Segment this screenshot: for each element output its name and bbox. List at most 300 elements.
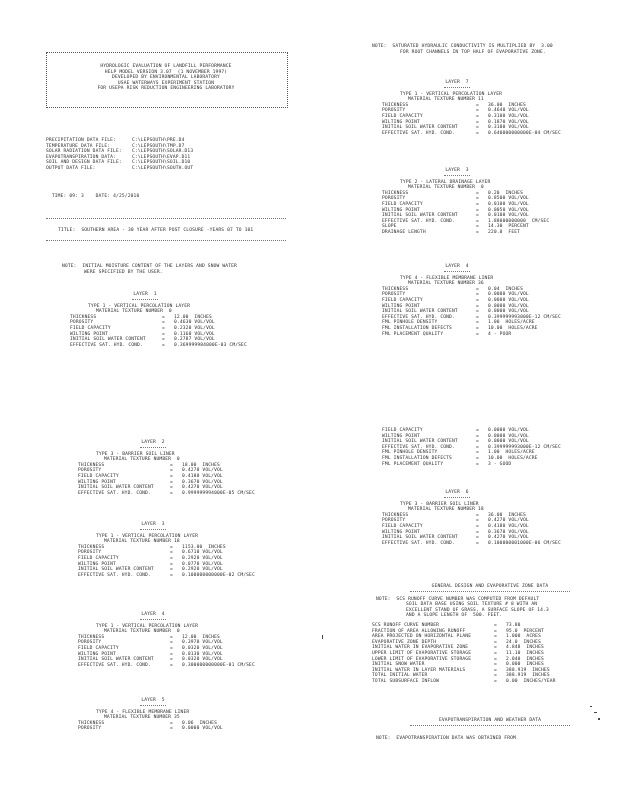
- property-label: EFFECTIVE SAT. HYD. COND.: [382, 444, 455, 450]
- property-equals: =: [476, 102, 479, 108]
- layer-heading: LAYER 2: [141, 440, 165, 445]
- property-value: 0.04 INCHES: [488, 286, 523, 292]
- run-timestamp: [46, 188, 139, 199]
- property-equals: =: [476, 113, 479, 119]
- property-equals: =: [170, 645, 173, 651]
- property-equals: =: [494, 667, 497, 673]
- layer-texture: MATERIAL TEXTURE NUMBER 18: [104, 539, 180, 545]
- layer-heading: LAYER 4: [445, 264, 469, 269]
- property-label: INITIAL SOIL WATER CONTENT: [382, 213, 458, 219]
- property-equals: =: [170, 473, 173, 479]
- layer-block-left-1: [70, 292, 300, 348]
- property-equals: =: [476, 518, 479, 524]
- property-equals: =: [476, 461, 479, 467]
- property-value: 0.00 INCHES/YEAR: [506, 678, 556, 684]
- property-equals: =: [170, 490, 173, 496]
- note-initial-moisture-1: NOTE: INITIAL MOISTURE CONTENT OF THE LAYERS AND SNOW WATER: [62, 264, 237, 269]
- header-line: USAE WATERWAYS EXPERIMENT STATION: [117, 80, 215, 86]
- general-note-line: AND A SLOPE LENGTH OF 500. FEET.: [406, 613, 503, 619]
- property-label: LOWER LIMIT OF EVAPORATIVE STORAGE: [372, 656, 472, 662]
- property-value: 0.4270 VOL/VOL: [182, 485, 223, 491]
- layer-heading-underline: [140, 619, 166, 620]
- property-value: 3 - GOOD: [488, 461, 512, 467]
- property-value: 0.1160 VOL/VOL: [174, 331, 215, 337]
- layer-continuation: [382, 428, 602, 467]
- scan-speck: [594, 712, 597, 713]
- property-label: FIELD CAPACITY: [382, 428, 423, 433]
- layer-texture: MATERIAL TEXTURE NUMBER 0: [96, 309, 172, 315]
- general-note-line: EXCELLENT STAND OF GRASS, A SURFACE SLOPE OF 14.3: [406, 607, 549, 613]
- property-label: INITIAL SOIL WATER CONTENT: [78, 485, 154, 491]
- property-label: FIELD CAPACITY: [382, 113, 423, 119]
- property-label: POROSITY: [382, 196, 406, 202]
- property-value: 0.4270 VOL/VOL: [182, 468, 223, 474]
- file-path: C:\LEPSOUTH\SOLAR.D13: [132, 149, 194, 155]
- property-label: THICKNESS: [382, 190, 409, 196]
- property-value: 0.0320 VOL/VOL: [182, 645, 223, 651]
- property-label: INITIAL WATER IN LAYER MATERIALS: [372, 667, 466, 673]
- property-equals: =: [476, 331, 479, 337]
- property-equals: =: [170, 657, 173, 663]
- property-equals: =: [476, 428, 479, 433]
- property-label: FIELD CAPACITY: [382, 297, 423, 303]
- general-note-line: SOIL DATA BASE USING SOIL TEXTURE # 8 WITH AN: [406, 602, 538, 608]
- property-value: 0.640000000000E-04 CM/SEC: [488, 130, 561, 136]
- property-label: EVAPORATIVE ZONE DEPTH: [372, 639, 437, 645]
- scan-speck: [322, 635, 323, 639]
- note-initial-moisture-2: WERE SPECIFIED BY THE USER.: [84, 269, 163, 275]
- layer-type: TYPE 4 - FLEXIBLE MEMBRANE LINER: [96, 709, 190, 715]
- layer-block-left-4: [78, 612, 308, 668]
- property-equals: =: [162, 337, 165, 343]
- property-label: WILTING POINT: [382, 207, 420, 213]
- property-equals: =: [494, 634, 497, 640]
- property-value: 388.919 INCHES: [506, 667, 550, 673]
- layer-heading: LAYER 7: [445, 80, 469, 85]
- divider: [46, 218, 286, 219]
- property-label: FIELD CAPACITY: [70, 325, 111, 331]
- layer-block-right-1: [382, 80, 602, 136]
- property-equals: =: [476, 229, 479, 235]
- property-equals: =: [476, 512, 479, 518]
- divider: [46, 240, 286, 241]
- property-value: 1.00 HOLES/ACRE: [488, 320, 535, 326]
- property-value: 0.4270 VOL/VOL: [488, 535, 529, 541]
- property-equals: =: [476, 523, 479, 529]
- note-root-channels-1: NOTE: SATURATED HYDRAULIC CONDUCTIVITY IS MULTIPLIED BY 3.00: [372, 44, 553, 49]
- property-value: 0.2920 VOL/VOL: [182, 567, 223, 573]
- layer-type: TYPE 3 - BARRIER SOIL LINER: [96, 451, 175, 457]
- property-value: 36.00 INCHES: [488, 512, 526, 518]
- layer-heading-underline: [140, 529, 166, 530]
- property-value: 0.0130 VOL/VOL: [182, 651, 223, 657]
- file-path: C:\LEPSOUTH\PRE.D4: [132, 138, 185, 143]
- property-value: 1153.00 INCHES: [182, 544, 226, 550]
- property-value: 1.88000000000 CM/SEC: [488, 218, 550, 224]
- layer-type: TYPE 4 - FLEXIBLE MEMBRANE LINER: [400, 275, 494, 281]
- layer-property-row: [78, 491, 308, 497]
- property-label: FML INSTALLATION DEFECTS: [382, 325, 452, 331]
- property-value: 0.0000 VOL/VOL: [488, 309, 529, 315]
- file-label: SOIL AND DESIGN DATA FILE:: [46, 160, 122, 166]
- property-label: INITIAL SOIL WATER CONTENT: [78, 567, 154, 573]
- property-equals: =: [162, 320, 165, 326]
- property-equals: =: [170, 567, 173, 573]
- layer-type: TYPE 1 - VERTICAL PERCOLATION LAYER: [96, 623, 199, 629]
- property-label: POROSITY: [382, 292, 406, 298]
- property-equals: =: [162, 342, 165, 348]
- layer-heading-underline: [132, 299, 158, 300]
- layer-block-left-3: [78, 522, 308, 578]
- property-equals: =: [170, 485, 173, 491]
- property-equals: =: [476, 108, 479, 114]
- property-equals: =: [476, 433, 479, 439]
- property-value: 0.0000 VOL/VOL: [182, 726, 223, 732]
- layer-property-row: [78, 726, 308, 732]
- property-value: 10.00 HOLES/ACRE: [488, 455, 538, 461]
- property-equals: =: [170, 462, 173, 468]
- property-label: UPPER LIMIT OF EVAPORATIVE STORAGE: [372, 650, 472, 656]
- layer-type: TYPE 1 - VERTICAL PERCOLATION LAYER: [96, 533, 199, 539]
- property-label: THICKNESS: [78, 720, 105, 726]
- property-equals: =: [476, 213, 479, 219]
- property-label: THICKNESS: [70, 314, 97, 320]
- layer-heading-underline: [140, 705, 166, 706]
- property-label: FML PLACEMENT QUALITY: [382, 461, 444, 467]
- property-equals: =: [476, 196, 479, 202]
- property-equals: =: [476, 292, 479, 298]
- property-label: EFFECTIVE SAT. HYD. COND.: [70, 342, 143, 348]
- property-value: 1.000 ACRES: [506, 634, 541, 640]
- property-value: 0.399999993000E-12 CM/SEC: [488, 314, 561, 320]
- property-value: 0.000 INCHES: [506, 662, 544, 668]
- layer-property-row: [70, 343, 300, 349]
- property-value: 0.3970 VOL/VOL: [182, 640, 223, 646]
- property-value: 0.0000 VOL/VOL: [488, 303, 529, 309]
- property-equals: =: [170, 555, 173, 561]
- property-equals: =: [494, 628, 497, 634]
- property-value: 0.4640 VOL/VOL: [488, 108, 529, 114]
- property-equals: =: [476, 119, 479, 125]
- property-equals: =: [476, 309, 479, 315]
- layer-type: TYPE 3 - BARRIER SOIL LINER: [400, 501, 479, 507]
- property-equals: =: [494, 650, 497, 656]
- layer-heading: LAYER 6: [445, 490, 469, 495]
- header-line: HELP MODEL VERSION 3.07 (1 NOVEMBER 1997): [104, 69, 228, 75]
- property-value: 0.0000 VOL/VOL: [488, 292, 529, 298]
- file-entry: [46, 166, 236, 172]
- layer-texture: MATERIAL TEXTURE NUMBER 11: [408, 97, 484, 103]
- property-equals: =: [170, 651, 173, 657]
- property-value: 0.3670 VOL/VOL: [488, 529, 529, 535]
- property-value: 0.6710 VOL/VOL: [182, 550, 223, 556]
- property-value: 95.0 PERCENT: [506, 628, 544, 634]
- property-label: EFFECTIVE SAT. HYD. COND.: [78, 490, 151, 496]
- property-label: INITIAL SOIL WATER CONTENT: [78, 657, 154, 663]
- layer-texture: MATERIAL TEXTURE NUMBER 36: [408, 281, 484, 287]
- property-value: 0.100000000000E-02 CM/SEC: [182, 572, 255, 578]
- property-equals: =: [170, 640, 173, 646]
- layer-heading-underline: [444, 271, 470, 272]
- file-label: TEMPERATURE DATA FILE:: [46, 143, 111, 149]
- property-value: 0.0770 VOL/VOL: [182, 561, 223, 567]
- layer-texture: MATERIAL TEXTURE NUMBER 35: [104, 715, 180, 721]
- property-equals: =: [476, 130, 479, 136]
- property-value: 10.00 HOLES/ACRE: [488, 325, 538, 331]
- property-value: 0.0000 VOL/VOL: [488, 433, 529, 439]
- property-equals: =: [170, 726, 173, 732]
- property-value: 0.300000000000E-01 CM/SEC: [182, 662, 255, 668]
- property-equals: =: [476, 439, 479, 445]
- property-label: EFFECTIVE SAT. HYD. COND.: [382, 314, 455, 320]
- property-value: 0.0000 VOL/VOL: [488, 428, 529, 433]
- property-equals: =: [476, 303, 479, 309]
- property-equals: =: [170, 550, 173, 556]
- property-label: FML PINHOLE DENSITY: [382, 320, 438, 326]
- property-label: POROSITY: [382, 108, 406, 114]
- property-value: 0.3100 VOL/VOL: [488, 113, 529, 119]
- property-value: 0.4180 VOL/VOL: [182, 473, 223, 479]
- property-label: THICKNESS: [78, 634, 105, 640]
- header-line: DEVELOPED BY ENVIRONMENTAL LABORATORY: [112, 75, 220, 81]
- property-label: WILTING POINT: [78, 561, 116, 567]
- property-label: FRACTION OF AREA ALLOWING RUNOFF: [372, 628, 466, 634]
- property-equals: =: [170, 468, 173, 474]
- property-value: 0.1870 VOL/VOL: [488, 119, 529, 125]
- property-equals: =: [476, 125, 479, 131]
- property-equals: =: [162, 314, 165, 320]
- property-label: WILTING POINT: [78, 479, 116, 485]
- property-label: EFFECTIVE SAT. HYD. COND.: [382, 218, 455, 224]
- property-equals: =: [476, 190, 479, 196]
- property-label: FIELD CAPACITY: [78, 555, 119, 561]
- layer-property-row: [78, 573, 308, 579]
- property-label: WILTING POINT: [382, 529, 420, 535]
- property-equals: =: [476, 320, 479, 326]
- property-equals: =: [170, 572, 173, 578]
- program-header: [46, 64, 286, 92]
- property-value: 36.00 INCHES: [488, 102, 526, 108]
- file-label: OUTPUT DATA FILE:: [46, 165, 96, 171]
- file-path: C:\LEPSOUTH\SOIL.D10: [132, 160, 191, 166]
- property-label: INITIAL SNOW WATER: [372, 662, 425, 668]
- property-label: EFFECTIVE SAT. HYD. COND.: [78, 662, 151, 668]
- property-label: THICKNESS: [78, 462, 105, 468]
- property-equals: =: [476, 529, 479, 535]
- layer-block-left-5: [78, 698, 308, 732]
- layer-texture: MATERIAL TEXTURE NUMBER 18: [408, 507, 484, 513]
- property-label: EFFECTIVE SAT. HYD. COND.: [382, 130, 455, 136]
- property-label: THICKNESS: [382, 512, 409, 518]
- property-equals: =: [170, 544, 173, 550]
- property-value: 2.040 INCHES: [506, 656, 544, 662]
- property-equals: =: [170, 662, 173, 668]
- header-line: FOR USEPA RISK REDUCTION ENGINEERING LABORATORY: [97, 86, 235, 92]
- property-value: 1.00 HOLES/ACRE: [488, 450, 535, 456]
- property-value: 0.399999993000E-12 CM/SEC: [488, 444, 561, 450]
- general-property-row: [372, 679, 608, 685]
- property-label: FIELD CAPACITY: [78, 473, 119, 479]
- general-heading-underline: [410, 591, 570, 592]
- property-value: 0.0100 VOL/VOL: [488, 201, 529, 207]
- layer-texture: MATERIAL TEXTURE NUMBER 0: [408, 185, 484, 191]
- property-value: 12.00 INCHES: [182, 634, 220, 640]
- property-label: POROSITY: [78, 468, 102, 474]
- property-equals: =: [494, 639, 497, 645]
- property-equals: =: [170, 720, 173, 726]
- property-value: 0.4630 VOL/VOL: [174, 320, 215, 326]
- file-label: SOLAR RADIATION DATA FILE:: [46, 149, 122, 155]
- property-label: INITIAL SOIL WATER CONTENT: [382, 535, 458, 541]
- layer-texture: MATERIAL TEXTURE NUMBER 0: [104, 629, 180, 635]
- property-label: SCS RUNOFF CURVE NUMBER: [372, 622, 440, 628]
- property-label: TOTAL SUBSURFACE INFLOW: [372, 678, 440, 684]
- layer-heading-underline: [444, 497, 470, 498]
- layer-heading: LAYER 1: [133, 292, 157, 297]
- property-label: WILTING POINT: [382, 303, 420, 309]
- layer-block-right-2: [382, 168, 602, 236]
- property-equals: =: [494, 678, 497, 684]
- evap-heading-underline: [410, 725, 570, 726]
- property-equals: =: [494, 656, 497, 662]
- property-equals: =: [170, 634, 173, 640]
- layer-type: TYPE 1 - VERTICAL PERCOLATION LAYER: [88, 303, 191, 309]
- property-label: THICKNESS: [382, 102, 409, 108]
- layer-property-row: [382, 541, 602, 547]
- property-equals: =: [476, 450, 479, 456]
- property-label: AREA PROJECTED ON HORIZONTAL PLANE: [372, 634, 472, 640]
- layer-heading-underline: [444, 175, 470, 176]
- property-label: POROSITY: [78, 640, 102, 646]
- property-equals: =: [476, 224, 479, 230]
- property-value: 0.2787 VOL/VOL: [174, 337, 215, 343]
- property-value: 14.30 PERCENT: [488, 224, 529, 230]
- property-label: POROSITY: [382, 518, 406, 524]
- general-heading: GENERAL DESIGN AND EVAPORATIVE ZONE DATA: [431, 584, 549, 589]
- property-equals: =: [476, 218, 479, 224]
- property-label: FML PINHOLE DENSITY: [382, 450, 438, 456]
- date-label: DATE:: [95, 193, 111, 199]
- property-equals: =: [476, 540, 479, 546]
- general-note-line: NOTE: SCS RUNOFF CURVE NUMBER WAS COMPUTED FROM DEFAULT: [376, 596, 540, 602]
- layer-heading-underline: [140, 447, 166, 448]
- property-value: 0.2320 VOL/VOL: [174, 325, 215, 331]
- property-label: WILTING POINT: [382, 433, 420, 439]
- layer-block-right-3: [382, 264, 602, 337]
- property-equals: =: [476, 207, 479, 213]
- property-value: 0.0000 VOL/VOL: [488, 439, 529, 445]
- property-label: TOTAL INITIAL WATER: [372, 673, 428, 679]
- property-value: 24.0 INCHES: [506, 639, 541, 645]
- layer-property-row: [382, 230, 602, 236]
- layer-block-left-2: [78, 440, 308, 496]
- property-label: SLOPE: [382, 224, 397, 230]
- property-value: 388.919 INCHES: [506, 673, 550, 679]
- property-label: EFFECTIVE SAT. HYD. COND.: [78, 572, 151, 578]
- property-label: THICKNESS: [382, 286, 409, 292]
- property-equals: =: [476, 535, 479, 541]
- property-value: 0.3670 VOL/VOL: [182, 479, 223, 485]
- property-value: 73.80: [506, 622, 521, 628]
- property-value: 0.4180 VOL/VOL: [488, 523, 529, 529]
- property-label: FIELD CAPACITY: [382, 523, 423, 529]
- property-label: DRAINAGE LENGTH: [382, 229, 426, 235]
- property-equals: =: [162, 331, 165, 337]
- property-label: FIELD CAPACITY: [78, 645, 119, 651]
- note-root-channels-2: FOR ROOT CHANNELS IN TOP HALF OF EVAPORATIVE ZONE.: [400, 49, 546, 55]
- time-label: TIME:: [51, 193, 67, 199]
- evap-heading: EVAPOTRANSPIRATION AND WEATHER DATA: [438, 718, 542, 723]
- property-equals: =: [494, 645, 497, 651]
- file-path: C:\LEPSOUTH\SOUTH.OUT: [132, 165, 194, 171]
- property-equals: =: [494, 673, 497, 679]
- file-label: EVAPOTRANSPIRATION DATA:: [46, 154, 116, 160]
- property-equals: =: [494, 622, 497, 628]
- file-label: PRECIPITATION DATA FILE:: [46, 138, 116, 143]
- evap-note: NOTE: EVAPOTRANSPIRATION DATA WAS OBTAINED FROM: [376, 736, 516, 741]
- layer-texture: MATERIAL TEXTURE NUMBER 0: [104, 457, 180, 463]
- time-value: 09: 3: [69, 193, 84, 199]
- layer-property-row: [78, 663, 308, 669]
- property-label: POROSITY: [78, 726, 102, 732]
- property-label: WILTING POINT: [382, 119, 420, 125]
- layer-property-row: [382, 332, 602, 338]
- property-value: 0.2920 VOL/VOL: [182, 555, 223, 561]
- general-design-section: [372, 584, 608, 685]
- property-value: 0.0000 VOL/VOL: [488, 297, 529, 303]
- property-value: 11.10 INCHES: [506, 650, 544, 656]
- property-label: INITIAL SOIL WATER CONTENT: [70, 337, 146, 343]
- scan-speck: [598, 718, 600, 720]
- property-label: POROSITY: [78, 550, 102, 556]
- layer-heading: LAYER 5: [141, 698, 165, 703]
- property-value: 0.0100 VOL/VOL: [488, 213, 529, 219]
- property-label: INITIAL WATER IN EVAPORATIVE ZONE: [372, 645, 469, 651]
- file-path: C:\LEPSOUTH\EVAP.D11: [132, 154, 191, 160]
- layer-type: TYPE 2 - LATERAL DRAINAGE LAYER: [400, 179, 491, 185]
- property-equals: =: [476, 201, 479, 207]
- property-value: 0.20 INCHES: [488, 190, 523, 196]
- property-label: INITIAL SOIL WATER CONTENT: [382, 439, 458, 445]
- property-label: INITIAL SOIL WATER CONTENT: [382, 125, 458, 131]
- property-label: EFFECTIVE SAT. HYD. COND.: [382, 540, 455, 546]
- property-equals: =: [476, 297, 479, 303]
- property-value: 0.369999984000E-03 CM/SEC: [174, 342, 247, 348]
- property-label: THICKNESS: [78, 544, 105, 550]
- layer-heading: LAYER 3: [141, 522, 165, 527]
- property-value: 0.4270 VOL/VOL: [488, 518, 529, 524]
- property-label: FIELD CAPACITY: [382, 201, 423, 207]
- property-label: POROSITY: [70, 320, 94, 326]
- header-line: HYDROLOGIC EVALUATION OF LANDFILL PERFORMANCE: [100, 64, 232, 69]
- property-equals: =: [476, 286, 479, 292]
- property-equals: =: [476, 444, 479, 450]
- property-value: 18.00 INCHES: [182, 462, 220, 468]
- layer-heading: LAYER 4: [141, 612, 165, 617]
- property-value: 0.100000001000E-06 CM/SEC: [488, 540, 561, 546]
- property-label: INITIAL SOIL WATER CONTENT: [382, 309, 458, 315]
- run-title: TITLE: SOUTHERN AREA - 30 YEAR AFTER POST CLOSURE -YEARS 07 TO 101: [58, 228, 254, 233]
- layer-property-row: [382, 462, 602, 468]
- property-value: 4 - POOR: [488, 331, 512, 337]
- input-files-list: [46, 138, 236, 172]
- property-equals: =: [476, 325, 479, 331]
- property-value: 4.848 INCHES: [506, 645, 544, 651]
- scan-speck: [590, 706, 592, 707]
- property-value: 0.0050 VOL/VOL: [488, 207, 529, 213]
- property-label: FML INSTALLATION DEFECTS: [382, 455, 452, 461]
- property-value: 0.999999994000E-05 CM/SEC: [182, 490, 255, 496]
